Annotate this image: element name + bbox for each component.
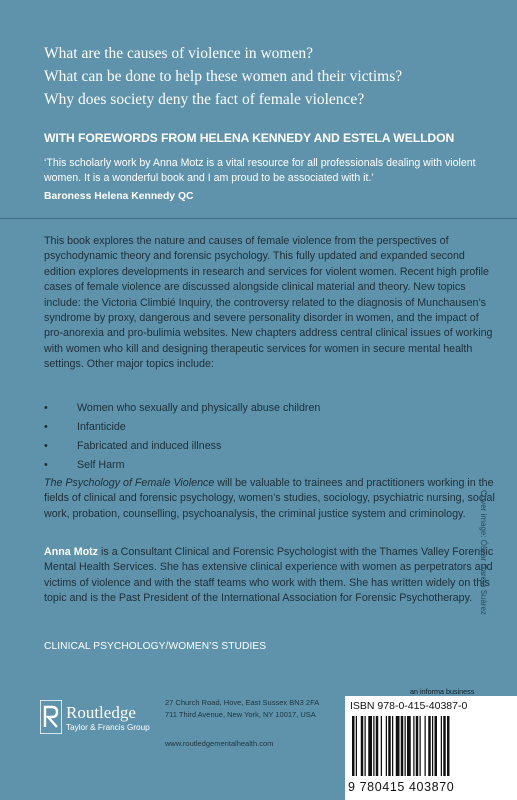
publisher-sub: Taylor & Francis Group xyxy=(66,723,150,732)
list-item-label: Fabricated and induced illness xyxy=(77,440,222,452)
question-2: What can be done to help these women and their victims? xyxy=(44,68,403,85)
question-list xyxy=(44,42,484,111)
closing-text: will be valuable to trainees and practitioners working in the fields of clinical and forensic psychology, women’s studies, sociology, psychiatric nursing, social work, probation, counselling, psychoanalysis, the criminal justice system and criminology. xyxy=(44,477,495,520)
address-line: 711 Third Avenue, New York, NY 10017, USA xyxy=(165,710,316,719)
closing-paragraph xyxy=(44,476,496,522)
address-line: 27 Church Road, Hove, East Sussex BN3 2FA xyxy=(165,698,320,707)
list-item xyxy=(44,418,464,437)
author-name: Anna Motz xyxy=(44,546,99,558)
subject-category: CLINICAL PSYCHOLOGY/WOMEN’S STUDIES xyxy=(44,641,267,652)
list-item xyxy=(44,399,464,418)
isbn-barcode-panel xyxy=(345,696,517,800)
isbn-label: ISBN 978-0-415-40387-0 xyxy=(350,700,468,712)
barcode-icon xyxy=(350,716,510,778)
description-paragraph xyxy=(44,234,496,373)
question-3: Why does society deny the fact of female violence? xyxy=(44,91,365,108)
author-bio-text: is a Consultant Clinical and Forensic Psychologist with the Thames Valley Forensic Mental Health Services. She has extensive clinical experience with women as perpetrators and victims of violence and with the staff teams who work with them. She has written widely on this topic and is the Past President of the International Association for Forensic Psychotherapy. xyxy=(44,546,494,605)
barcode-digits: 9 780415 403870 xyxy=(348,780,455,794)
informa-tagline: an informa business xyxy=(410,687,475,696)
publisher-address xyxy=(165,697,319,721)
forewords-heading: WITH FOREWORDS FROM HELENA KENNEDY AND ESTELA WELLDON xyxy=(44,131,455,145)
endorsement-attribution: Baroness Helena Kennedy QC xyxy=(44,191,194,202)
endorsement-quote: ‘This scholarly work by Anna Motz is a vital resource for all professionals dealing with violent women. It is a wonderful book and I am proud to be associated with it.’ xyxy=(44,157,476,184)
list-item-label: Infanticide xyxy=(77,421,126,433)
bullet-icon: • xyxy=(44,459,48,471)
description-text: This book explores the nature and causes of female violence from the perspectives of psychodynamic theory and forensic psychology. This fully updated and expanded second edition explores developments in research and services for violent women. Recent high profile cases of female violence are discussed alongside clinical material and theory. New topics include: the Victoria Climbié Inquiry, the controversy related to the diagnosis of Munchausen’s syndrome by proxy, dangerous and severe personality disorder in women, and the impact of pro-anorexia and pro-bulimia websites. New chapters address central clinical issues of working with women who kill and designing therapeutic services for women in secure mental health settings. Other major topics include: xyxy=(44,235,493,371)
publisher-brand: Routledge xyxy=(66,703,136,722)
book-title: The Psychology of Female Violence xyxy=(44,477,215,489)
list-item xyxy=(44,437,464,456)
cover-image-credit: Cover image: Óscar García Suárez xyxy=(479,490,488,615)
bullet-icon: • xyxy=(44,421,48,433)
bullet-icon: • xyxy=(44,402,48,414)
author-bio xyxy=(44,545,496,607)
list-item-label: Women who sexually and physically abuse children xyxy=(77,402,321,414)
topic-list xyxy=(44,399,464,475)
routledge-logo-icon xyxy=(40,700,62,734)
list-item-label: Self Harm xyxy=(77,459,125,471)
list-item xyxy=(44,456,464,475)
question-1: What are the causes of violence in women? xyxy=(44,45,313,62)
publisher-website[interactable]: www.routledgementalhealth.com xyxy=(165,739,274,748)
section-divider xyxy=(0,218,517,219)
bullet-icon: • xyxy=(44,440,48,452)
